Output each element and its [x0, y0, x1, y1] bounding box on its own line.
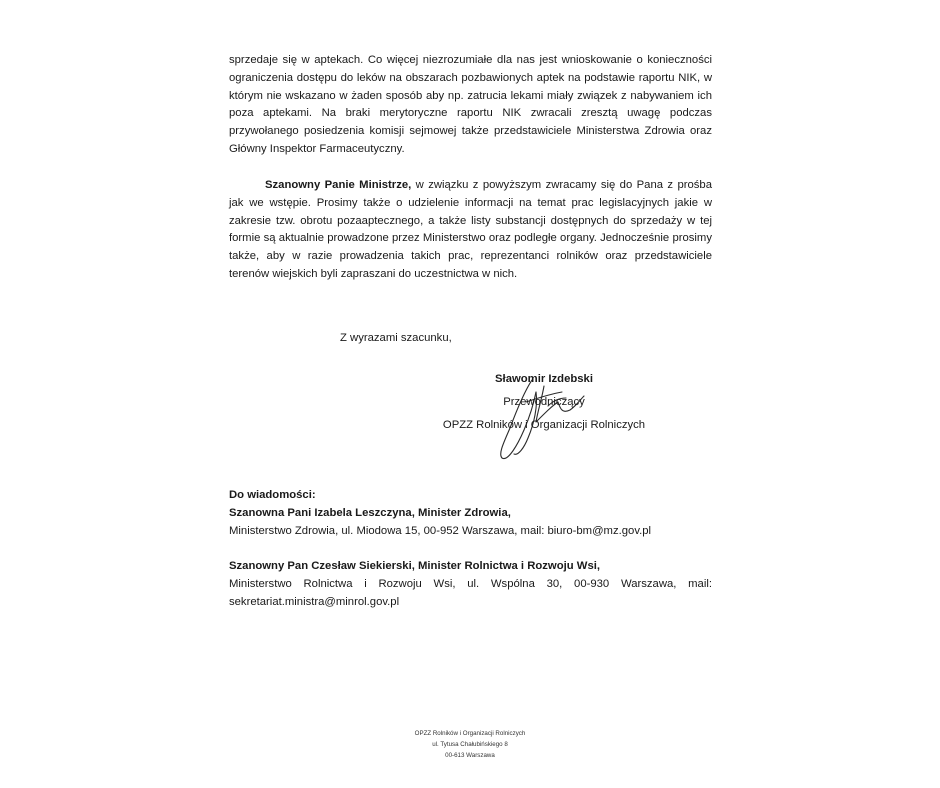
paragraph-2-body: w związku z powyższym zwracamy się do Pana z prośba jak we wstępie. Prosimy także o udzielenie informacji na temat prac legislacyjnych jakie w zakresie tzw. obrotu pozaaptecznego, a także listy substancji dostępnych do sprzedaży w tej formie są aktualnie prowadzone przez Ministerstwo oraz podległe organy. Jednocześnie prosimy także, aby w razie prowadzenia takich prac, reprezentanci rolników oraz przedstawiciele terenów wiejskich byli zapraszani do uczestnictwa w nich.	[229, 179, 712, 280]
cc-recipient-1-name: Szanowna Pani Izabela Leszczyna, Minister Zdrowia,	[229, 507, 511, 519]
signatory-organization: OPZZ Rolników i Organizacji Rolniczych	[442, 419, 646, 431]
closing-phrase: Z wyrazami szacunku,	[340, 332, 452, 344]
signatory-name: Sławomir Izdebski	[495, 373, 593, 385]
footer-street: ul. Tytusa Chałubińskiego 8	[432, 741, 508, 748]
cc-recipient-1-address: Ministerstwo Zdrowia, ul. Miodowa 15, 00-952 Warszawa, mail: biuro-bm@mz.gov.pl	[229, 525, 652, 537]
letter-paragraph-1: sprzedaje się w aptekach. Co więcej niezrozumiałe dla nas jest wnioskowanie o konieczności ograniczenia dostępu do leków na obszarach pozbawionych aptek na podstawie raportu NIK, w którym nie wskazano w żaden sposób aby np. zatrucia lekami miały związek z nabywaniem ich poza aptekami. Na braki merytoryczne raportu NIK zwracali zresztą uwagę podczas przywołanego posiedzenia komisji sejmowej także przedstawiciele Ministerstwa Zdrowia oraz Główny Inspektor Farmaceutyczny.	[229, 54, 712, 155]
signatory-role: Przewodniczący	[503, 396, 585, 408]
page-footer	[370, 728, 570, 761]
signature-block	[430, 368, 658, 437]
footer-city: 00-613 Warszawa	[445, 752, 495, 759]
salutation: Szanowny Panie Ministrze,	[265, 179, 412, 191]
cc-heading: Do wiadomości:	[229, 489, 316, 501]
cc-recipient-2-name: Szanowny Pan Czesław Siekierski, Minister Rolnictwa i Rozwoju Wsi,	[229, 560, 601, 572]
cc-recipient-2-address: Ministerstwo Rolnictwa i Rozwoju Wsi, ul. Wspólna 30, 00-930 Warszawa, mail: sekretariat.ministra@minrol.gov.pl	[229, 578, 712, 608]
footer-organization: OPZZ Rolników i Organizacji Rolniczych	[414, 730, 526, 737]
letter-paragraph-2	[229, 177, 712, 284]
